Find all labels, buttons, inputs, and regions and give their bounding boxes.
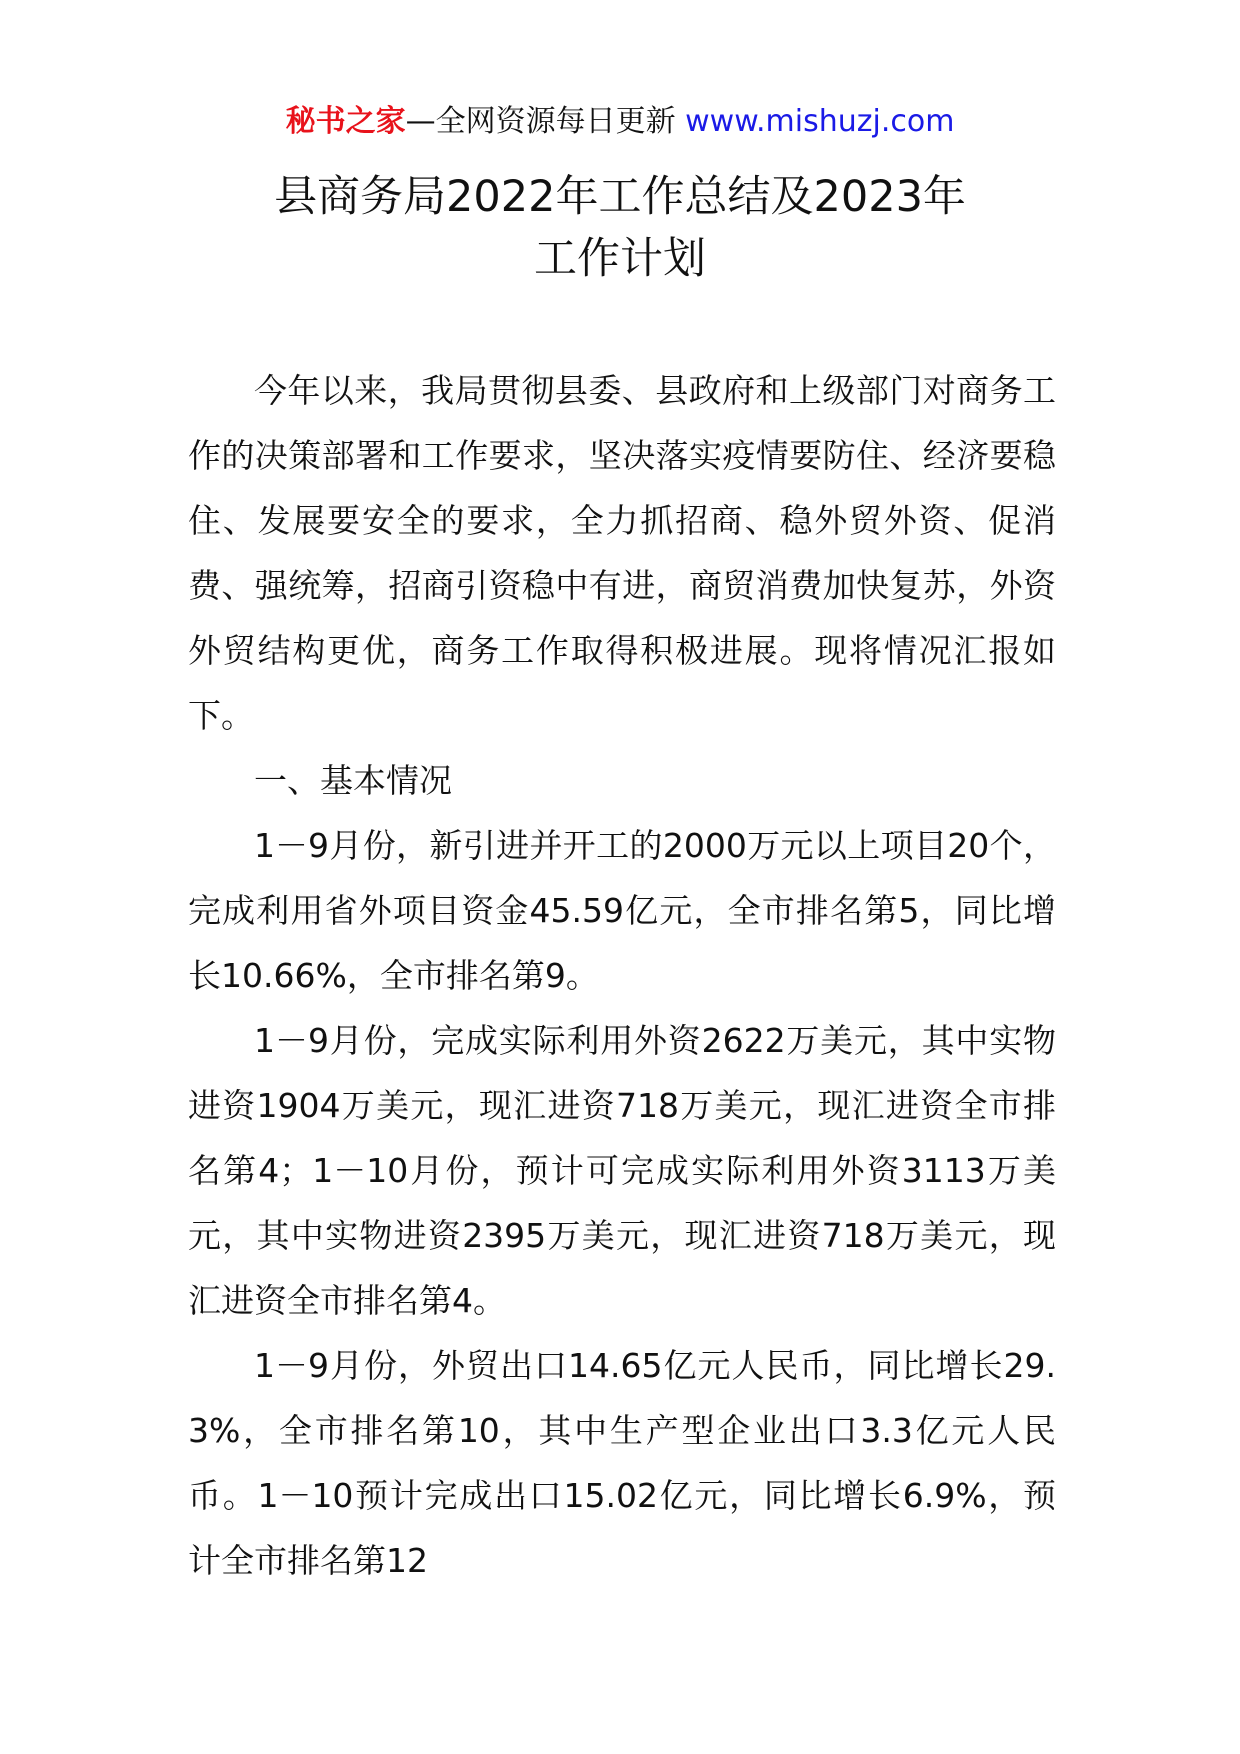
title-line-1: 县商务局2022年工作总结及2023年 (274, 172, 966, 222)
watermark-header (0, 100, 1240, 144)
section-heading-basic-situation: 一、基本情况 (254, 761, 452, 800)
title-line-2: 工作计划 (534, 234, 706, 284)
paragraph-foreign-investment: 1－9月份，完成实际利用外资2622万美元，其中实物进资1904万美元，现汇进资718万美元，现汇进资全市排名第4；1－10月份，预计可完成实际利用外资3113万美元，其中实物进资2395万美元，现汇进资718万美元，现汇进资全市排名第4。 (188, 1021, 1056, 1320)
site-url-link[interactable]: www.mishuzj.com (685, 104, 955, 139)
paragraph-foreign-trade: 1－9月份，外贸出口14.65亿元人民币，同比增长29.3%，全市排名第10，其中生产型企业出口3.3亿元人民币。1－10预计完成出口15.02亿元，同比增长6.9%，预计全市排名第12 (188, 1346, 1056, 1580)
header-slogan: —全网资源每日更新 (405, 104, 676, 139)
paragraph-investment-projects: 1－9月份，新引进并开工的2000万元以上项目20个，完成利用省外项目资金45.59亿元，全市排名第5，同比增长10.66%，全市排名第9。 (188, 826, 1056, 995)
paragraph-intro: 今年以来，我局贯彻县委、县政府和上级部门对商务工作的决策部署和工作要求，坚决落实疫情要防住、经济要稳住、发展要安全的要求，全力抓招商、稳外贸外资、促消费、强统筹，招商引资稳中有进，商贸消费加快复苏，外资外贸结构更优，商务工作取得积极进展。现将情况汇报如下。 (188, 371, 1056, 735)
document-title (0, 166, 1240, 290)
brand-name: 秘书之家 (285, 104, 406, 139)
document-body (188, 358, 1056, 1593)
